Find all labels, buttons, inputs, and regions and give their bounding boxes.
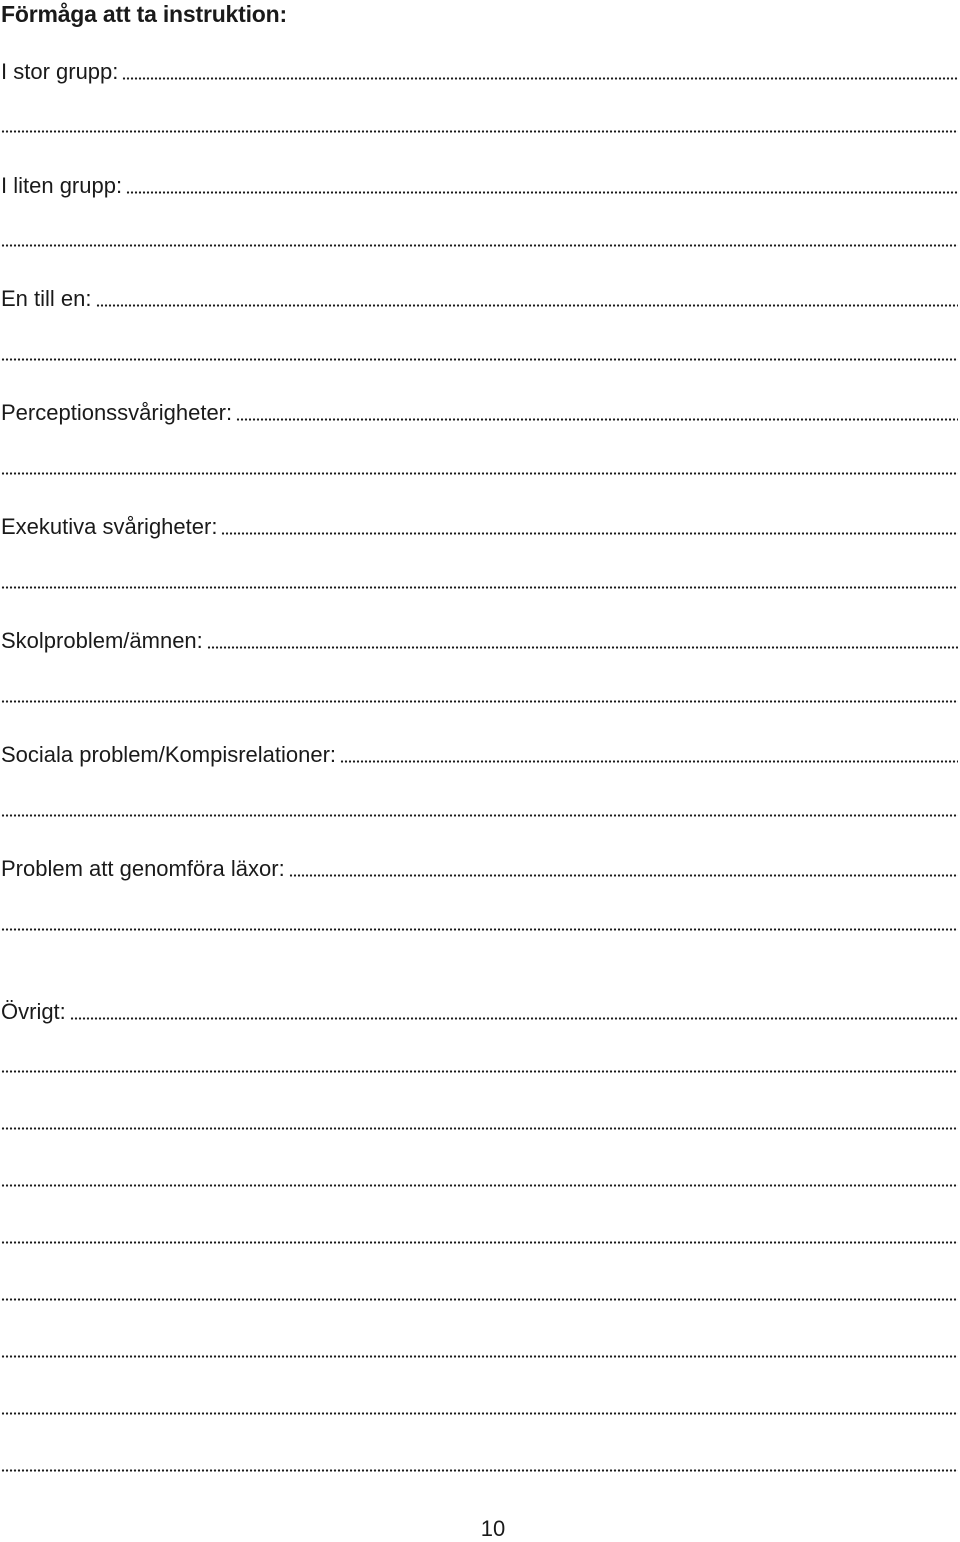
answer-line[interactable]	[236, 418, 958, 421]
answer-line[interactable]	[1, 1070, 958, 1073]
answer-line[interactable]	[1, 1355, 958, 1358]
field-label: Sociala problem/Kompisrelationer:	[1, 742, 340, 768]
answer-line[interactable]	[289, 874, 958, 877]
answer-line[interactable]	[1, 700, 958, 703]
field-label: Skolproblem/ämnen:	[1, 628, 207, 654]
answer-line[interactable]	[1, 1469, 958, 1472]
field-label: En till en:	[1, 286, 96, 312]
answer-line[interactable]	[1, 1184, 958, 1187]
answer-line[interactable]	[1, 1412, 958, 1415]
field-row-en-till-en[interactable]	[1, 282, 958, 312]
field-row-sociala-problem[interactable]	[1, 738, 958, 768]
answer-line[interactable]	[1, 928, 958, 931]
answer-line[interactable]	[1, 586, 958, 589]
answer-line[interactable]	[1, 358, 958, 361]
field-row-laxor[interactable]	[1, 852, 958, 882]
answer-line[interactable]	[1, 1127, 958, 1130]
answer-line[interactable]	[126, 191, 958, 194]
field-row-perceptionssvarigheter[interactable]	[1, 396, 958, 426]
answer-line[interactable]	[1, 1241, 958, 1244]
field-row-liten-grupp[interactable]	[1, 169, 958, 199]
answer-line[interactable]	[1, 244, 958, 247]
page-number: 10	[480, 1516, 506, 1541]
answer-line[interactable]	[340, 760, 958, 763]
answer-line[interactable]	[207, 646, 958, 649]
field-row-exekutiva-svarigheter[interactable]	[1, 510, 958, 540]
answer-line[interactable]	[1, 1298, 958, 1301]
answer-line[interactable]	[1, 472, 958, 475]
field-row-skolproblem[interactable]	[1, 624, 958, 654]
answer-line[interactable]	[122, 77, 958, 80]
field-label: Exekutiva svårigheter:	[1, 514, 221, 540]
answer-line[interactable]	[1, 130, 958, 133]
field-label: Perceptionssvårigheter:	[1, 400, 236, 426]
answer-line[interactable]	[221, 532, 958, 535]
answer-line[interactable]	[1, 814, 958, 817]
field-row-ovrigt[interactable]	[1, 995, 958, 1025]
answer-line[interactable]	[96, 304, 959, 307]
answer-line[interactable]	[70, 1017, 958, 1020]
field-row-stor-grupp[interactable]	[1, 55, 958, 85]
field-label: I liten grupp:	[1, 173, 126, 199]
field-label: Problem att genomföra läxor:	[1, 856, 289, 882]
field-label: I stor grupp:	[1, 59, 122, 85]
field-label: Övrigt:	[1, 999, 70, 1025]
page-title: Förmåga att ta instruktion:	[1, 1, 287, 27]
